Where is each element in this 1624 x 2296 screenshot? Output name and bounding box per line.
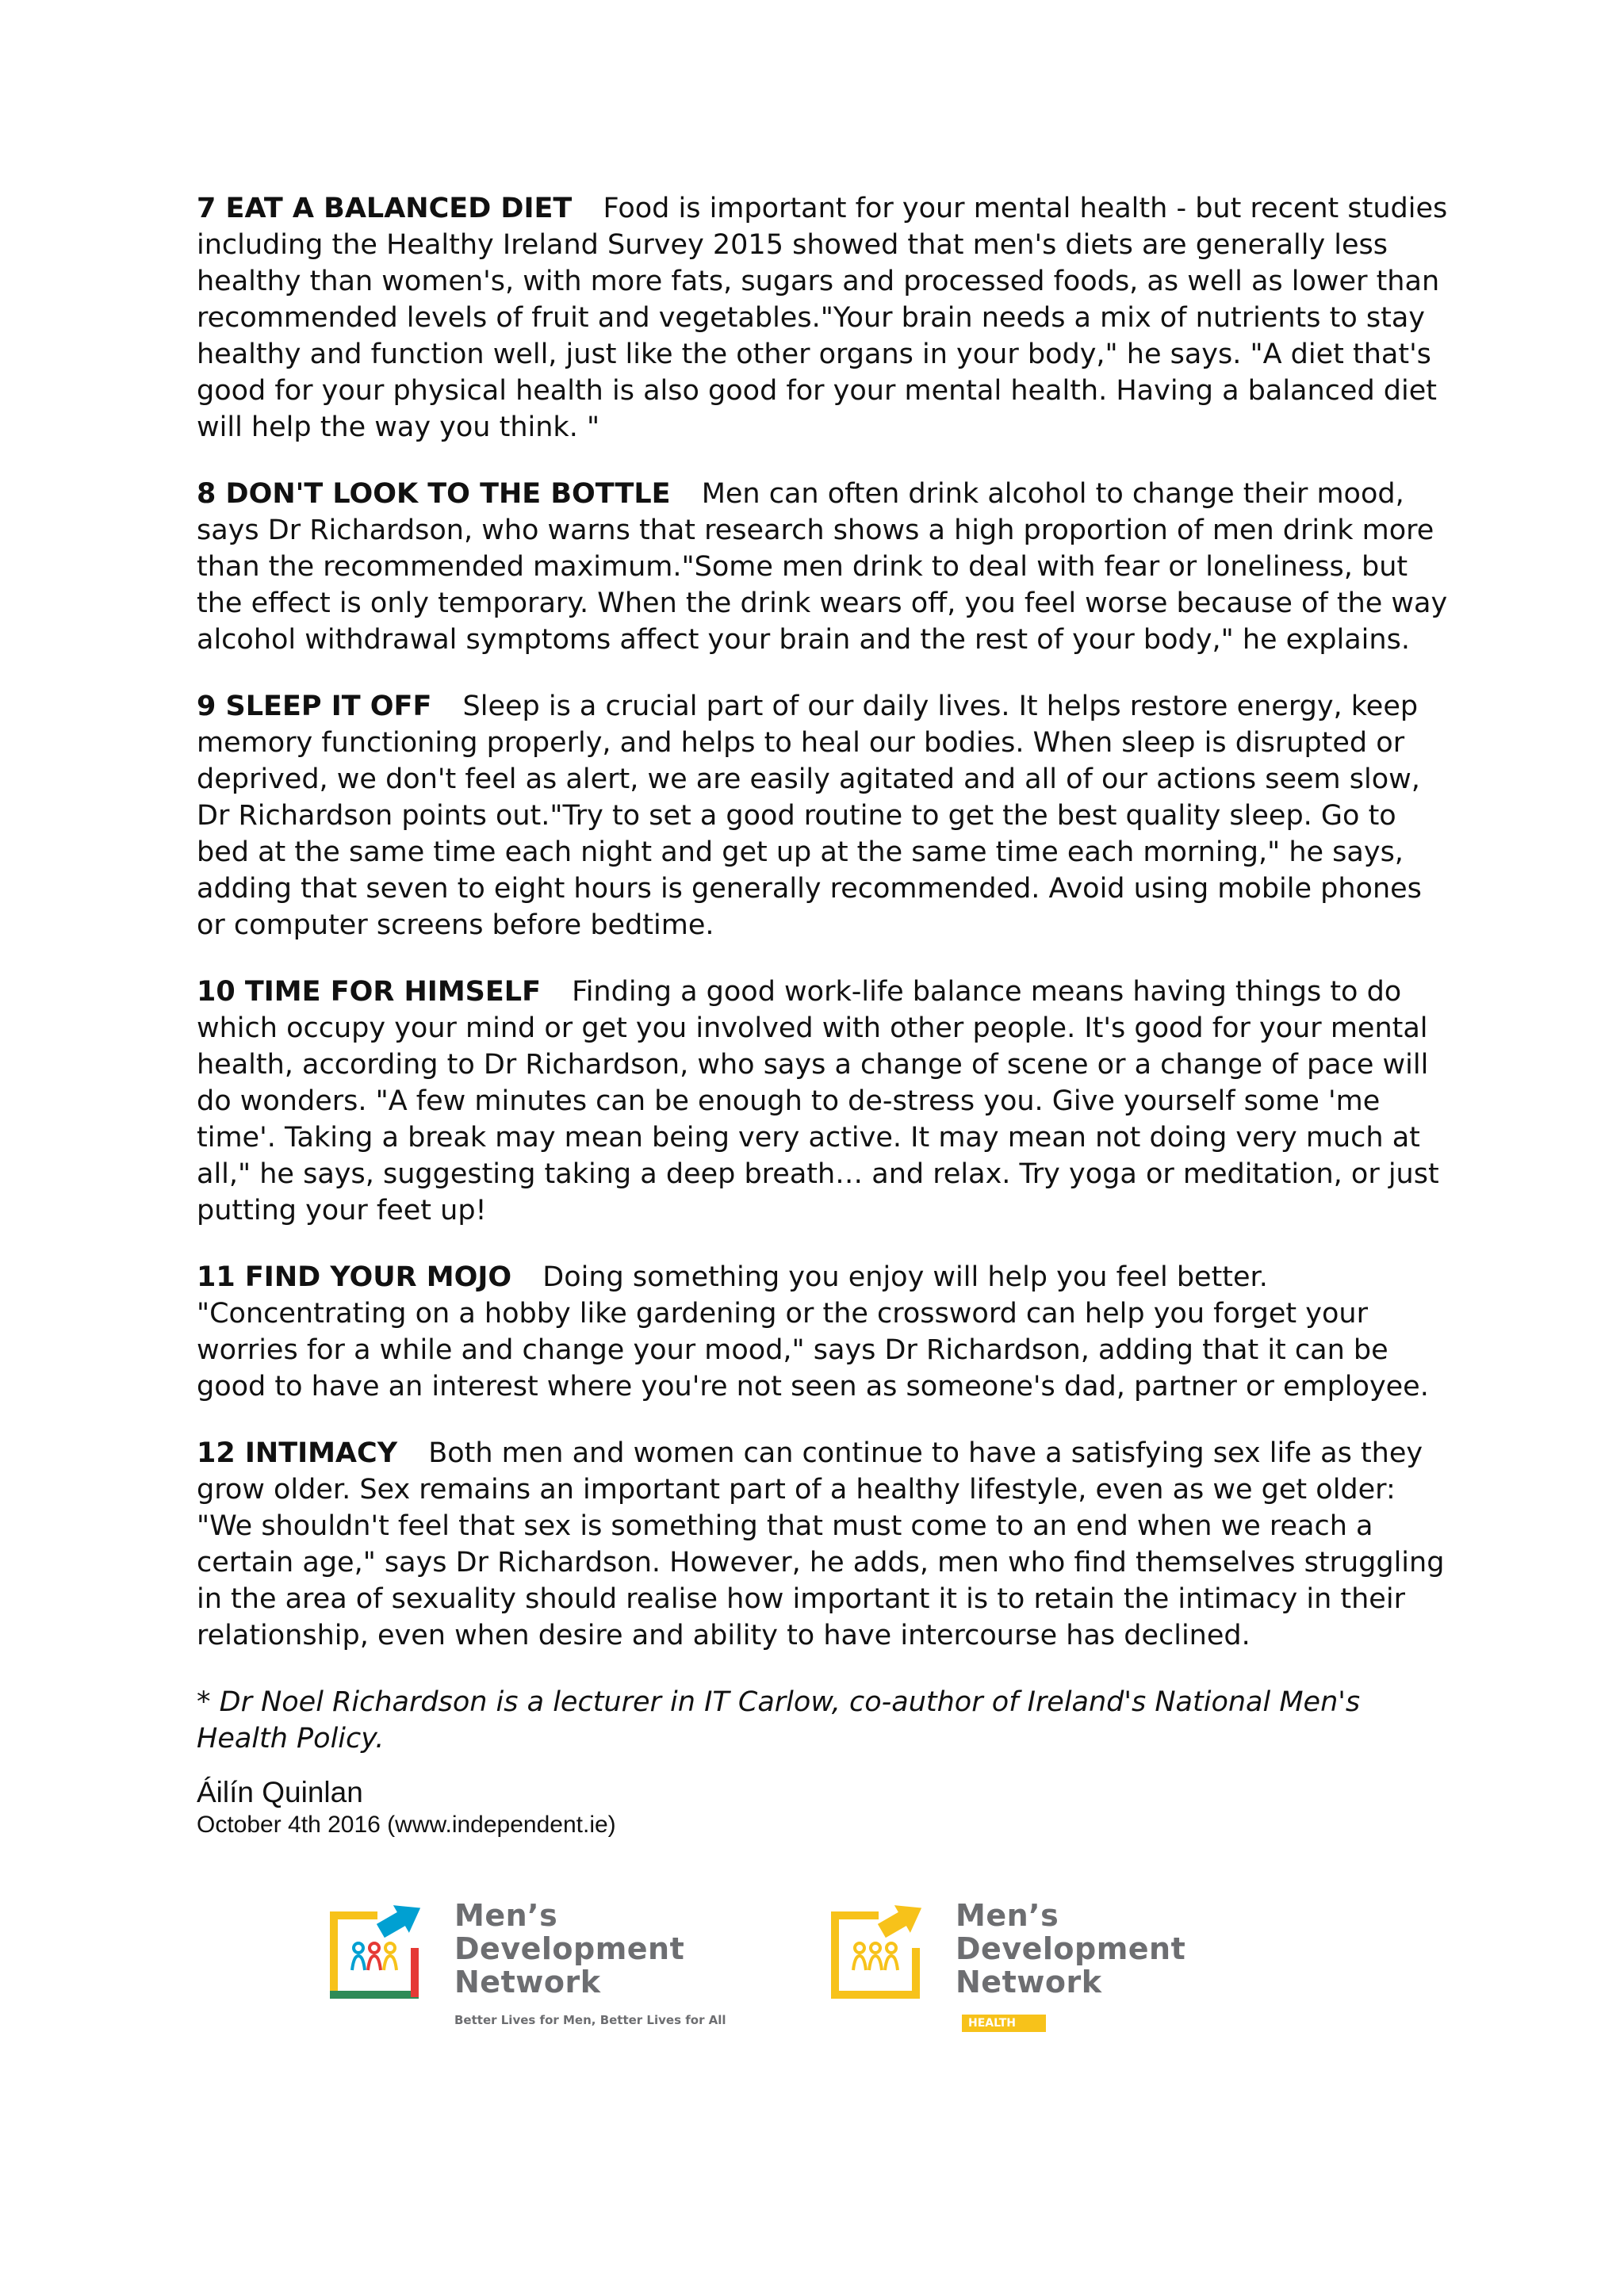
article-body (197, 190, 1450, 1839)
section-10 (197, 974, 1450, 1229)
section-text: Sleep is a crucial part of our daily lives. It helps restore energy, keep memory functioning properly, and helps to heal our bodies. When sleep is disrupted or deprived, we don't feel as alert, we are easily agitated and all of our actions seem slow, Dr Richardson points out."Try to set a good routine to get the best quality sleep. Go to bed at the same time each night and get up at the same time each morning," he says, adding that seven to eight hours is generally recommended. Avoid using mobile phones or computer screens before bedtime. (197, 691, 1422, 941)
mdn-health-logo-wordmark (956, 1899, 1185, 1999)
mdn-frame-icon (325, 1902, 428, 2005)
source-dateline: October 4th 2016 (www.independent.ie) (197, 1812, 616, 1838)
section-text: Men can often drink alcohol to change their mood, says Dr Richardson, who warns that research shows a high proportion of men drink more than the recommended maximum."Some men drink to deal with fear or loneliness, but the effect is only temporary. When the drink wears off, you feel worse because of the way alcohol withdrawal symptoms affect your brain and the rest of your body," he explains. (197, 478, 1448, 656)
section-8 (197, 476, 1450, 658)
logo-line: Development (454, 1931, 685, 1966)
mdn-health-logo (826, 1899, 1223, 2042)
logo-line: Men’s (956, 1898, 1059, 1933)
section-12 (197, 1435, 1450, 1654)
section-text: Both men and women can continue to have a satisfying sex life as they grow older. Sex remains an important part of a healthy lifestyle, even as we get older: "We shouldn't feel that sex is something that must come to an end when we reach a certain age," says Dr Richardson. However, he adds, men who find themselves struggling in the area of sexuality should realise how important it is to retain the intimacy in their relationship, even when desire and ability to have intercourse has declined. (197, 1437, 1445, 1651)
health-badge: HEALTH (962, 2015, 1046, 2032)
section-9 (197, 688, 1450, 943)
author-footnote: * Dr Noel Richardson is a lecturer in IT Carlow, co-author of Ireland's National Men's Health Policy. (197, 1686, 1361, 1755)
author-name: Áilín Quinlan (197, 1776, 363, 1808)
logo-line: Men’s (454, 1898, 558, 1933)
section-7 (197, 190, 1450, 446)
section-heading: 7 EAT A BALANCED DIET (197, 193, 573, 224)
mdn-health-frame-icon (826, 1902, 929, 2005)
section-text: Finding a good work-life balance means having things to do which occupy your mind or get you involved with other people. It's good for your mental health, according to Dr Richardson, who says a change of scene or a change of pace will do wonders. "A few minutes can be enough to de-stress you. Give yourself some 'me time'. Taking a break may mean being very active. It may mean not doing very much at all," he says, suggesting taking a deep breath… and relax. Try yoga or meditation, or just putting your feet up! (197, 976, 1439, 1226)
section-heading: 9 SLEEP IT OFF (197, 691, 432, 722)
mdn-logo-tagline: Better Lives for Men, Better Lives for All (454, 2013, 726, 2027)
logo-line: Development (956, 1931, 1186, 1966)
logo-line: Network (454, 1965, 601, 1999)
mdn-logo (325, 1899, 769, 2042)
section-heading: 8 DON'T LOOK TO THE BOTTLE (197, 478, 671, 510)
section-heading: 10 TIME FOR HIMSELF (197, 976, 541, 1008)
section-heading: 12 INTIMACY (197, 1437, 398, 1469)
section-text: Food is important for your mental health - but recent studies including the Healthy Ireland Survey 2015 showed that men's diets are generally less healthy than women's, with more fats, sugars and processed foods, as well as lower than recommended levels of fruit and vegetables."Your brain needs a mix of nutrients to stay healthy and function well, just like the other organs in your body," he says. "A diet that's good for your physical health is also good for your mental health. Having a balanced diet will help the way you think. " (197, 193, 1448, 443)
section-text: Doing something you enjoy will help you feel better. "Concentrating on a hobby like gardening or the crossword can help you forget your worries for a while and change your mood," says Dr Richardson, adding that it can be good to have an interest where you're not seen as someone's dad, partner or employee. (197, 1261, 1429, 1402)
section-11 (197, 1259, 1450, 1405)
mdn-logo-wordmark (454, 1899, 684, 1999)
section-heading: 11 FIND YOUR MOJO (197, 1261, 512, 1293)
logo-line: Network (956, 1965, 1102, 1999)
